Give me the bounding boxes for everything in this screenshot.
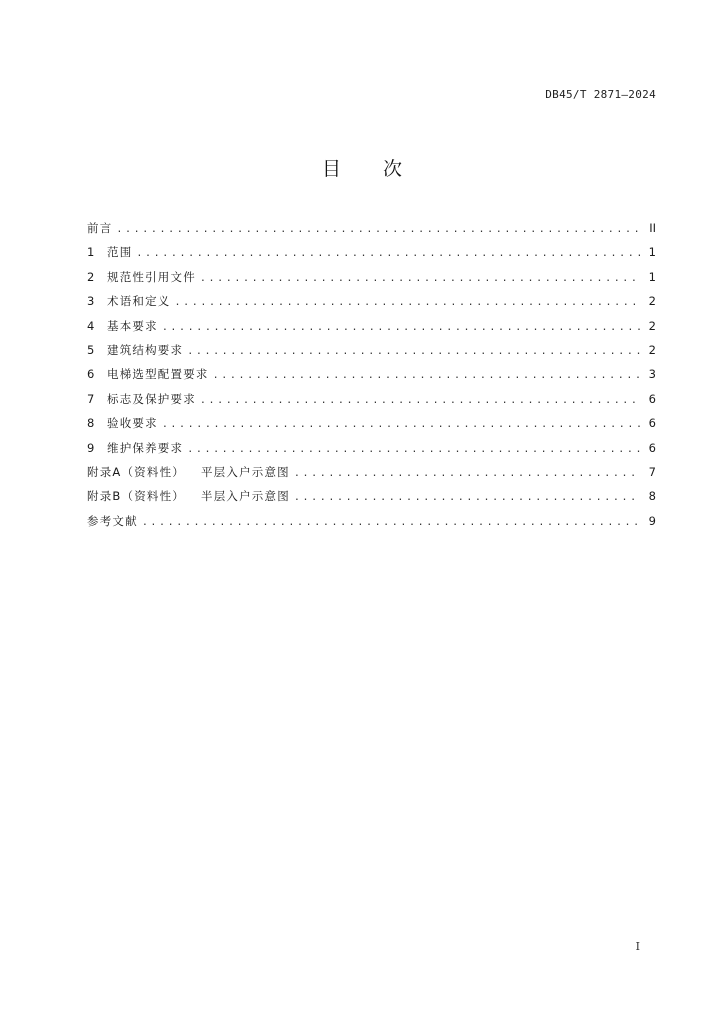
toc-entry-label: 附录B（资料性） xyxy=(87,489,185,504)
toc-entry-number: 8 xyxy=(87,416,95,431)
toc-entry-references[interactable] xyxy=(87,509,656,533)
toc-entry-4[interactable] xyxy=(87,314,656,338)
toc-leader-dots xyxy=(200,389,640,413)
toc-entry-5[interactable] xyxy=(87,338,656,362)
table-of-contents xyxy=(87,216,656,533)
toc-entry-page: 6 xyxy=(648,391,656,406)
toc-entry-1[interactable] xyxy=(87,240,656,264)
toc-entry-number: 1 xyxy=(87,245,95,260)
toc-leader-dots xyxy=(175,291,641,315)
toc-entry-page: 8 xyxy=(648,489,656,504)
toc-entry-preface[interactable] xyxy=(87,216,656,240)
toc-entry-label: 验收要求 xyxy=(107,416,158,431)
toc-entry-2[interactable] xyxy=(87,265,656,289)
toc-entry-page: 9 xyxy=(648,513,656,528)
toc-leader-dots xyxy=(294,462,640,486)
toc-entry-number: 9 xyxy=(87,440,95,455)
toc-entry-page: 6 xyxy=(648,416,656,431)
document-code: DB45/T 2871—2024 xyxy=(545,88,656,101)
toc-entry-8[interactable] xyxy=(87,411,656,435)
toc-entry-label: 参考文献 xyxy=(87,513,138,528)
toc-entry-label: 前言 xyxy=(87,221,113,235)
toc-leader-dots xyxy=(294,486,640,510)
toc-entry-page: 2 xyxy=(648,318,656,333)
toc-entry-number: 6 xyxy=(87,367,95,382)
toc-leader-dots xyxy=(142,511,640,535)
toc-entry-subtitle: 半层入户示意图 xyxy=(201,489,290,504)
toc-entry-page: II xyxy=(649,221,656,235)
toc-entry-page: 6 xyxy=(648,440,656,455)
toc-entry-page: 7 xyxy=(648,464,656,479)
toc-leader-dots xyxy=(200,267,640,291)
toc-entry-subtitle: 平层入户示意图 xyxy=(200,464,290,479)
toc-entry-number: 2 xyxy=(87,269,95,284)
toc-entry-label: 建筑结构要求 xyxy=(107,342,184,357)
toc-entry-number: 7 xyxy=(87,391,95,406)
toc-entry-number: 4 xyxy=(87,318,95,333)
toc-leader-dots xyxy=(136,242,640,266)
toc-entry-page: 2 xyxy=(648,294,656,309)
toc-entry-label: 基本要求 xyxy=(107,318,158,333)
toc-entry-page: 2 xyxy=(648,342,656,357)
page-title xyxy=(0,154,724,181)
toc-entry-label: 标志及保护要求 xyxy=(107,391,196,406)
toc-entry-label: 范围 xyxy=(107,245,133,260)
page-number: I xyxy=(635,940,640,953)
toc-entry-label: 维护保养要求 xyxy=(107,440,184,455)
toc-entry-appendix-b[interactable] xyxy=(87,484,656,508)
toc-leader-dots xyxy=(162,316,640,340)
toc-leader-dots xyxy=(187,340,640,364)
toc-entry-page: 1 xyxy=(648,245,656,260)
toc-entry-number: 3 xyxy=(87,294,95,309)
toc-leader-dots xyxy=(162,413,640,437)
toc-entry-label: 术语和定义 xyxy=(107,294,171,309)
toc-entry-6[interactable] xyxy=(87,362,656,386)
toc-leader-dots xyxy=(187,438,640,462)
toc-entry-3[interactable] xyxy=(87,289,656,313)
toc-entry-7[interactable] xyxy=(87,387,656,411)
title-char-2: 次 xyxy=(383,158,403,180)
toc-entry-appendix-a[interactable] xyxy=(87,460,656,484)
toc-entry-label: 电梯选型配置要求 xyxy=(107,367,209,382)
toc-entry-9[interactable] xyxy=(87,436,656,460)
toc-leader-dots xyxy=(213,364,640,388)
toc-entry-page: 1 xyxy=(648,269,656,284)
toc-entry-label: 附录A（资料性） xyxy=(87,464,185,479)
toc-leader-dots xyxy=(116,218,640,242)
toc-entry-number: 5 xyxy=(87,342,95,357)
toc-entry-label: 规范性引用文件 xyxy=(107,269,196,284)
toc-entry-page: 3 xyxy=(648,367,656,382)
title-char-1: 目 xyxy=(321,158,341,180)
